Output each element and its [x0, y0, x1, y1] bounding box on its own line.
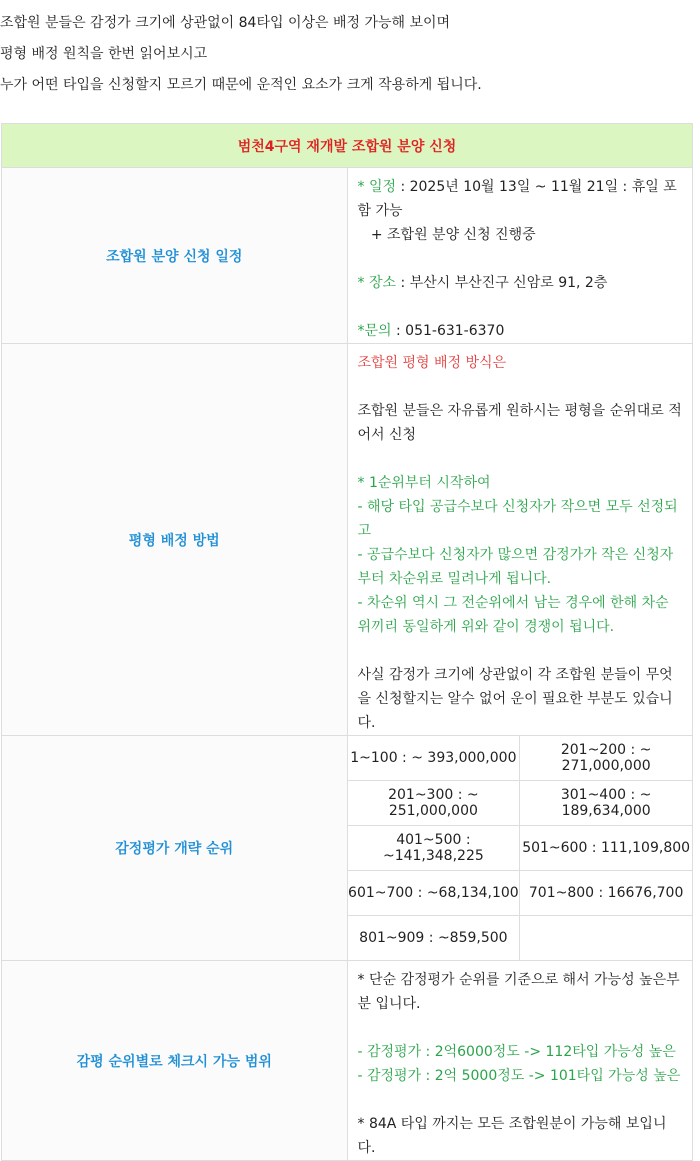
schedule-place-value: : 부산시 부산진구 신암로 91, 2층	[396, 275, 608, 291]
allocation-content	[347, 344, 693, 736]
schedule-place-key: * 장소	[357, 275, 396, 291]
allocation-rule: * 1순위부터 시작하여	[357, 475, 491, 491]
table-row	[348, 871, 693, 916]
intro-line: 평형 배정 원칙을 한번 읽어보시고	[0, 46, 208, 62]
table-row	[348, 781, 693, 826]
allocation-heading: 조합원 평형 배정 방식은	[357, 355, 507, 371]
allocation-rule: - 차순위 역시 그 전순위에서 남는 경우에 한해 차순위끼리 동일하게 위와 같이 경쟁이 됩니다.	[357, 595, 669, 635]
application-table	[1, 123, 693, 1161]
allocation-label: 평형 배정 방법	[2, 344, 348, 736]
range-line: * 84A 타입 까지는 모든 조합원분이 가능해 보입니다.	[357, 1116, 667, 1156]
intro-line: 조합원 분들은 감정가 크기에 상관없이 84타입 이상은 배정 가능해 보이며	[0, 15, 451, 31]
schedule-contact-value: : 051-631-6370	[391, 323, 505, 339]
range-green-line: - 감정평가 : 2억 5000정도 -> 101타입 가능성 높은	[357, 1068, 681, 1084]
schedule-date-value: : 2025년 10월 13일 ~ 11월 21일 : 휴일 포함 가능	[357, 179, 677, 219]
schedule-contact-key: *문의	[357, 323, 392, 339]
ranking-cell: 801~909 : ~859,500	[348, 916, 520, 961]
table-row	[348, 736, 693, 781]
ranking-cell: 401~500 : ~141,348,225	[348, 826, 520, 871]
ranking-cell: 501~600 : 111,109,800	[520, 826, 692, 871]
table-row	[348, 826, 693, 871]
ranking-cell: 201~300 : ~ 251,000,000	[348, 781, 520, 826]
range-label: 감평 순위별로 체크시 가능 범위	[2, 961, 348, 1161]
ranking-content	[347, 736, 693, 961]
ranking-grid	[348, 736, 693, 960]
range-line: * 단순 감정평가 순위를 기준으로 해서 가능성 높은부분 입니다.	[357, 972, 680, 1012]
ranking-cell: 601~700 : ~68,134,100	[348, 871, 520, 916]
schedule-date-extra: + 조합원 분양 신청 진행중	[357, 227, 536, 243]
ranking-cell	[520, 916, 692, 961]
ranking-cell: 701~800 : 16676,700	[520, 871, 692, 916]
table-row	[348, 916, 693, 961]
allocation-note: 사실 감정가 크기에 상관없이 각 조합원 분들이 무엇을 신청할지는 알수 없어 운이 필요한 부분도 있습니다.	[357, 667, 673, 731]
ranking-label: 감정평가 개략 순위	[2, 736, 348, 961]
schedule-date-key: * 일정	[357, 179, 396, 195]
allocation-rule: - 해당 타입 공급수보다 신청자가 작으면 모두 선정되고	[357, 499, 678, 539]
range-content	[347, 961, 693, 1161]
schedule-content	[347, 168, 693, 344]
allocation-rule: - 공급수보다 신청자가 많으면 감정가가 작은 신청자부터 차순위로 밀려나게 됩니다.	[357, 547, 674, 587]
range-green-line: - 감정평가 : 2억6000정도 -> 112타입 가능성 높은	[357, 1044, 676, 1060]
ranking-cell: 1~100 : ~ 393,000,000	[348, 736, 520, 781]
ranking-cell: 301~400 : ~ 189,634,000	[520, 781, 692, 826]
schedule-label: 조합원 분양 신청 일정	[2, 168, 348, 344]
intro-text	[0, 8, 700, 101]
ranking-cell: 201~200 : ~ 271,000,000	[520, 736, 692, 781]
intro-line: 누가 어떤 타입을 신청할지 모르기 때문에 운적인 요소가 크게 작용하게 됩니다.	[0, 77, 482, 93]
table-title: 범천4구역 재개발 조합원 분양 신청	[2, 124, 693, 168]
allocation-intro: 조합원 분들은 자유롭게 원하시는 평형을 순위대로 적어서 신청	[357, 403, 682, 443]
